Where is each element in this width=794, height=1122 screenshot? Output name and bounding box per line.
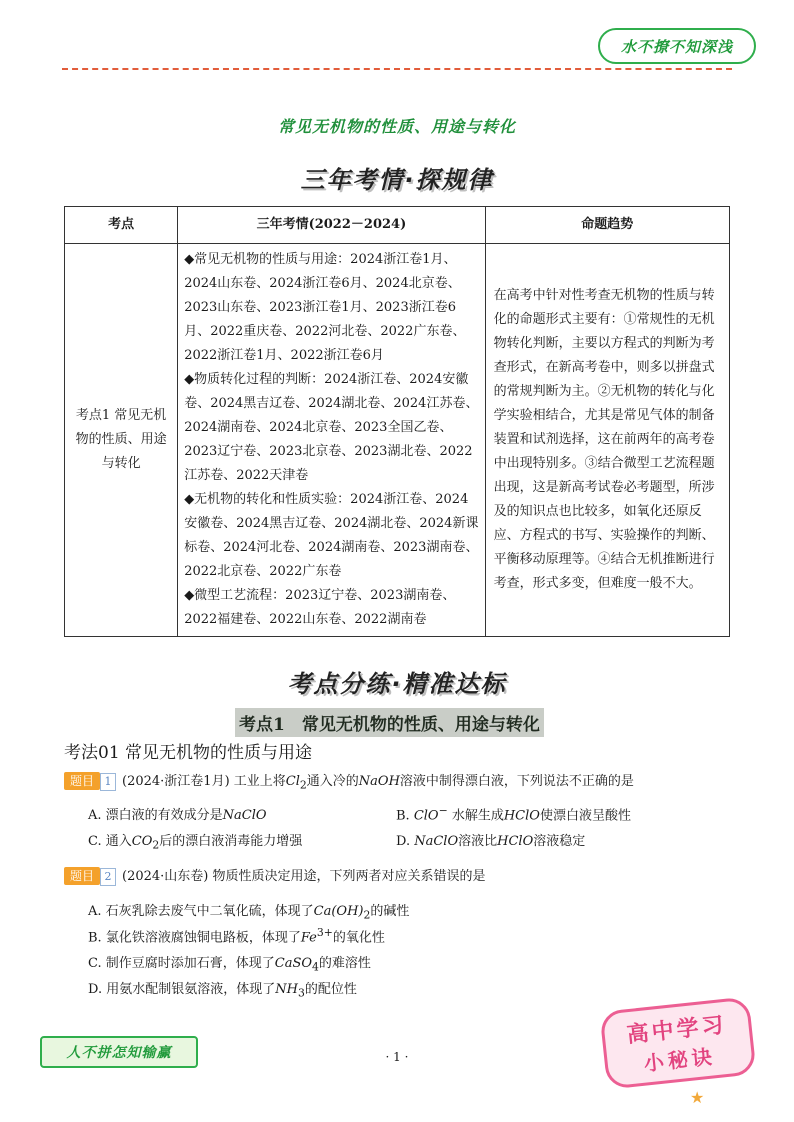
question-tag: 题目	[64, 772, 100, 790]
stem-text: (2024·浙江卷1月) 工业上将	[122, 774, 286, 789]
study-tips-stamp	[599, 996, 756, 1089]
formula: Cl	[285, 774, 300, 789]
table-cell-trend: 在高考中针对性考查无机物的性质与转化的命题形式主要有：①常规性的无机物转化判断，主要以方程式的判断为考查形式，在新高考卷中，则多以拼盘式的常规判断为主。②无机物的转化与化学实验相结合，尤其是常见气体的制备装置和试剂选择，这在前两年的高考卷中出现特别多。③结合微型工艺流程题出现，这是新高考试卷必考题型，所涉及的知识点也比较多，如氧化还原反应、方程式的书写、实验操作的判断、平衡移动原理等。④结合无机推断进行考查，形式多变，但难度一般不大。	[485, 244, 729, 637]
table-cell-history	[178, 244, 485, 637]
history-item: ◆常见无机物的性质与用途：2024浙江卷1月、2024山东卷、2024浙江卷6月、2024北京卷、2023山东卷、2023浙江卷1月、2023浙江卷6月、2022重庆卷、2022河北卷、2022广东卷、2022浙江卷1月、2022浙江卷6月	[184, 252, 466, 363]
stem-text: (2024·山东卷) 物质性质决定用途，下列两者对应关系错误的是	[122, 869, 486, 884]
banner-exam-trends: 三年考情·探规律	[300, 166, 494, 194]
history-item: ◆无机物的转化和性质实验：2024浙江卷、2024安徽卷、2024黑吉辽卷、2024湖北卷、2024新课标卷、2024河北卷、2024湖南卷、2023湖南卷、2022北京卷、2022广东卷	[184, 492, 479, 579]
table-header-trend: 命题趋势	[485, 207, 729, 244]
star-icon: ★	[690, 1088, 705, 1107]
history-item: ◆微型工艺流程：2023辽宁卷、2023湖南卷、2022福建卷、2022山东卷、2022湖南卷	[184, 588, 456, 627]
option-d[interactable]: D. NaClO溶液比HClO溶液稳定	[396, 834, 586, 849]
stamp-line-1: 高中学习	[625, 1012, 728, 1049]
option-b[interactable]: B. 氯化铁溶液腐蚀铜电路板，体现了$Fe^{3+}$的氧化性	[88, 926, 385, 946]
stamp-line-2: 小秘诀	[642, 1044, 717, 1076]
header-motto: 水不撩不知深浅	[598, 28, 756, 64]
stem-text: 通入冷的	[306, 774, 359, 789]
question-1-stem	[64, 770, 634, 792]
option-b[interactable]: B. ClO− 水解生成HClO使漂白液呈酸性	[396, 804, 631, 824]
table-header-point: 考点	[65, 207, 178, 244]
table-header-row	[65, 207, 730, 244]
exam-trend-table	[64, 206, 730, 637]
question-2-stem	[64, 865, 486, 886]
option-c[interactable]: C. 制作豆腐时添加石膏，体现了CaSO$_4$的难溶性	[88, 956, 371, 974]
formula-sub: 2	[299, 778, 307, 792]
page-title: 常见无机物的性质、用途与转化	[277, 117, 516, 136]
formula: NaOH	[358, 774, 400, 789]
question-tag: 题目	[64, 867, 100, 885]
table-row	[65, 244, 730, 637]
question-number: 2	[100, 868, 116, 886]
question-number: 1	[100, 773, 116, 791]
section-heading: 考点1 常见无机物的性质、用途与转化	[235, 708, 544, 737]
table-cell-point: 考点1 常见无机物的性质、用途与转化	[65, 244, 178, 637]
method-heading: 考法01 常见无机物的性质与用途	[64, 743, 313, 763]
header-divider	[62, 68, 732, 70]
banner-practice: 考点分练·精准达标	[287, 670, 507, 698]
page-number: · 1 ·	[385, 1050, 409, 1064]
option-a[interactable]: A. 石灰乳除去废气中二氧化硫，体现了$Ca(OH)_2$的碱性	[88, 904, 410, 922]
option-a[interactable]: A. 漂白液的有效成分是NaClO	[88, 808, 267, 823]
footer-motto: 人不拼怎知输赢	[40, 1036, 198, 1068]
option-c[interactable]: C. 通入$CO_2$后的漂白液消毒能力增强	[88, 834, 303, 852]
option-d[interactable]: D. 用氨水配制银氨溶液，体现了$NH_3$的配位性	[88, 982, 357, 1000]
table-header-history: 三年考情(2022－2024)	[178, 207, 485, 244]
stem-text: 溶液中制得漂白液，下列说法不正确的是	[399, 774, 634, 789]
history-item: ◆物质转化过程的判断：2024浙江卷、2024安徽卷、2024黑吉辽卷、2024湖北卷、2024江苏卷、2024湖南卷、2024北京卷、2023全国乙卷、2023辽宁卷、2023北京卷、2023湖北卷、2022江苏卷、2022天津卷	[184, 372, 479, 483]
